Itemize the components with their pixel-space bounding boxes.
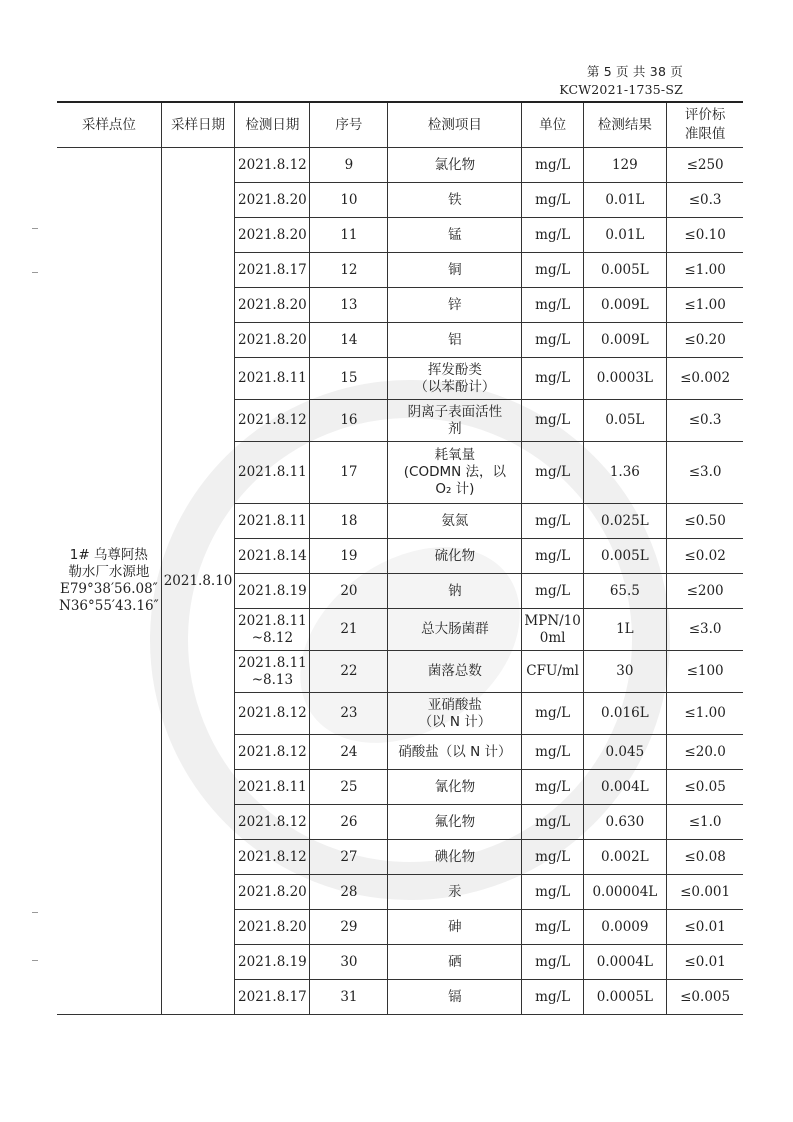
- test-date-cell: 2021.8.11: [235, 442, 310, 504]
- column-header: 评价标准限值: [666, 102, 743, 148]
- unit-cell: mg/L: [522, 910, 583, 945]
- limit-cell: ≤0.002: [666, 358, 743, 400]
- test-date-cell: 2021.8.19: [235, 945, 310, 980]
- sampling-date-cell: 2021.8.10: [161, 148, 235, 1015]
- margin-mark: [32, 960, 38, 961]
- serial-number-cell: 29: [310, 910, 388, 945]
- unit-cell: mg/L: [522, 218, 583, 253]
- test-item-cell: 硫化物: [388, 539, 522, 574]
- serial-number-cell: 24: [310, 735, 388, 770]
- sample-site-line: E79°38′56.08″: [59, 581, 158, 597]
- unit-cell: mg/L: [522, 945, 583, 980]
- limit-cell: ≤0.02: [666, 539, 743, 574]
- result-cell: 30: [583, 651, 666, 693]
- test-date-cell: 2021.8.12: [235, 693, 310, 735]
- unit-cell: mg/L: [522, 183, 583, 218]
- sample-site-line: N36°55′43.16″: [59, 598, 159, 614]
- limit-cell: ≤100: [666, 651, 743, 693]
- limit-cell: ≤1.00: [666, 253, 743, 288]
- test-item-cell: 菌落总数: [388, 651, 522, 693]
- column-header: 检测结果: [583, 102, 666, 148]
- unit-cell: mg/L: [522, 504, 583, 539]
- limit-cell: ≤0.50: [666, 504, 743, 539]
- test-item-cell: 氯化物: [388, 148, 522, 183]
- limit-cell: ≤0.20: [666, 323, 743, 358]
- limit-cell: ≤0.001: [666, 875, 743, 910]
- serial-number-cell: 30: [310, 945, 388, 980]
- serial-number-cell: 23: [310, 693, 388, 735]
- test-date-cell: 2021.8.20: [235, 183, 310, 218]
- test-item-cell: 硝酸盐（以 N 计）: [388, 735, 522, 770]
- result-cell: 0.630: [583, 805, 666, 840]
- limit-cell: ≤0.3: [666, 400, 743, 442]
- column-header: 检测项目: [388, 102, 522, 148]
- column-header: 采样日期: [161, 102, 235, 148]
- test-date-cell: 2021.8.11: [235, 770, 310, 805]
- serial-number-cell: 11: [310, 218, 388, 253]
- test-item-cell: 硒: [388, 945, 522, 980]
- sample-site-cell: [57, 148, 161, 1015]
- test-date-cell: 2021.8.20: [235, 910, 310, 945]
- test-item-cell: 锰: [388, 218, 522, 253]
- serial-number-cell: 15: [310, 358, 388, 400]
- unit-cell: mg/L: [522, 735, 583, 770]
- result-cell: 65.5: [583, 574, 666, 609]
- test-item-cell: 钠: [388, 574, 522, 609]
- unit-cell: mg/L: [522, 574, 583, 609]
- serial-number-cell: 22: [310, 651, 388, 693]
- limit-cell: ≤200: [666, 574, 743, 609]
- unit-cell: mg/L: [522, 253, 583, 288]
- test-item-cell: 锌: [388, 288, 522, 323]
- limit-cell: ≤3.0: [666, 609, 743, 651]
- results-table: [57, 101, 743, 1015]
- unit-cell: mg/L: [522, 442, 583, 504]
- serial-number-cell: 28: [310, 875, 388, 910]
- result-cell: 0.009L: [583, 323, 666, 358]
- test-item-cell: 铁: [388, 183, 522, 218]
- test-item-cell: 碘化物: [388, 840, 522, 875]
- test-item-cell: 总大肠菌群: [388, 609, 522, 651]
- unit-cell: mg/L: [522, 875, 583, 910]
- column-header: 检测日期: [235, 102, 310, 148]
- serial-number-cell: 9: [310, 148, 388, 183]
- serial-number-cell: 21: [310, 609, 388, 651]
- serial-number-cell: 26: [310, 805, 388, 840]
- test-item-cell: 氨氮: [388, 504, 522, 539]
- result-cell: 0.005L: [583, 539, 666, 574]
- column-header: 采样点位: [57, 102, 161, 148]
- serial-number-cell: 17: [310, 442, 388, 504]
- limit-cell: ≤250: [666, 148, 743, 183]
- limit-cell: ≤3.0: [666, 442, 743, 504]
- test-item-cell: 铜: [388, 253, 522, 288]
- test-date-cell: 2021.8.11: [235, 358, 310, 400]
- result-cell: 0.01L: [583, 183, 666, 218]
- test-date-cell: 2021.8.20: [235, 875, 310, 910]
- report-number: KCW2021-1735-SZ: [559, 82, 683, 97]
- test-date-cell: 2021.8.14: [235, 539, 310, 574]
- serial-number-cell: 13: [310, 288, 388, 323]
- limit-cell: ≤1.00: [666, 288, 743, 323]
- margin-mark: [32, 272, 38, 273]
- unit-cell: mg/L: [522, 148, 583, 183]
- test-item-cell: 挥发酚类 （以苯酚计）: [388, 358, 522, 400]
- result-cell: 0.01L: [583, 218, 666, 253]
- result-cell: 0.002L: [583, 840, 666, 875]
- test-item-cell: 氟化物: [388, 805, 522, 840]
- test-item-cell: 砷: [388, 910, 522, 945]
- test-date-cell: 2021.8.12: [235, 805, 310, 840]
- test-date-cell: 2021.8.11 ~8.13: [235, 651, 310, 693]
- limit-cell: ≤0.3: [666, 183, 743, 218]
- limit-cell: ≤0.005: [666, 980, 743, 1015]
- serial-number-cell: 25: [310, 770, 388, 805]
- test-date-cell: 2021.8.12: [235, 148, 310, 183]
- unit-cell: mg/L: [522, 770, 583, 805]
- serial-number-cell: 20: [310, 574, 388, 609]
- serial-number-cell: 16: [310, 400, 388, 442]
- test-item-cell: 氰化物: [388, 770, 522, 805]
- serial-number-cell: 14: [310, 323, 388, 358]
- unit-cell: mg/L: [522, 358, 583, 400]
- serial-number-cell: 27: [310, 840, 388, 875]
- table-row: [57, 148, 743, 183]
- sample-site-line: 勒水厂水源地: [68, 564, 150, 580]
- limit-cell: ≤0.01: [666, 910, 743, 945]
- limit-cell: ≤0.01: [666, 945, 743, 980]
- test-date-cell: 2021.8.20: [235, 218, 310, 253]
- result-cell: 0.009L: [583, 288, 666, 323]
- test-item-cell: 铝: [388, 323, 522, 358]
- margin-mark: [32, 912, 38, 913]
- serial-number-cell: 19: [310, 539, 388, 574]
- margin-mark: [32, 228, 38, 229]
- unit-cell: CFU/ml: [522, 651, 583, 693]
- limit-cell: ≤0.10: [666, 218, 743, 253]
- test-date-cell: 2021.8.17: [235, 980, 310, 1015]
- test-date-cell: 2021.8.12: [235, 840, 310, 875]
- table-header-row: [57, 102, 743, 148]
- page-number: 第 5 页 共 38 页: [586, 64, 683, 79]
- sample-site-line: 1# 乌尊阿热: [69, 547, 148, 563]
- test-date-cell: 2021.8.12: [235, 400, 310, 442]
- unit-cell: mg/L: [522, 840, 583, 875]
- result-cell: 0.0005L: [583, 980, 666, 1015]
- result-cell: 0.0009: [583, 910, 666, 945]
- column-header: 序号: [310, 102, 388, 148]
- column-header: 单位: [522, 102, 583, 148]
- result-cell: 129: [583, 148, 666, 183]
- limit-cell: ≤0.05: [666, 770, 743, 805]
- unit-cell: mg/L: [522, 288, 583, 323]
- serial-number-cell: 12: [310, 253, 388, 288]
- limit-cell: ≤1.00: [666, 693, 743, 735]
- test-date-cell: 2021.8.11: [235, 504, 310, 539]
- test-date-cell: 2021.8.12: [235, 735, 310, 770]
- limit-cell: ≤0.08: [666, 840, 743, 875]
- unit-cell: mg/L: [522, 693, 583, 735]
- result-cell: 0.025L: [583, 504, 666, 539]
- test-date-cell: 2021.8.17: [235, 253, 310, 288]
- test-item-cell: 亚硝酸盐 （以 N 计）: [388, 693, 522, 735]
- test-item-cell: 汞: [388, 875, 522, 910]
- result-cell: 1L: [583, 609, 666, 651]
- test-item-cell: 阴离子表面活性 剂: [388, 400, 522, 442]
- result-cell: 0.0004L: [583, 945, 666, 980]
- result-cell: 0.00004L: [583, 875, 666, 910]
- serial-number-cell: 10: [310, 183, 388, 218]
- unit-cell: MPN/10 0ml: [522, 609, 583, 651]
- unit-cell: mg/L: [522, 323, 583, 358]
- test-item-cell: 镉: [388, 980, 522, 1015]
- serial-number-cell: 31: [310, 980, 388, 1015]
- test-date-cell: 2021.8.20: [235, 288, 310, 323]
- unit-cell: mg/L: [522, 400, 583, 442]
- test-date-cell: 2021.8.11 ~8.12: [235, 609, 310, 651]
- result-cell: 0.0003L: [583, 358, 666, 400]
- result-cell: 0.016L: [583, 693, 666, 735]
- unit-cell: mg/L: [522, 805, 583, 840]
- serial-number-cell: 18: [310, 504, 388, 539]
- test-date-cell: 2021.8.20: [235, 323, 310, 358]
- test-date-cell: 2021.8.19: [235, 574, 310, 609]
- result-cell: 0.005L: [583, 253, 666, 288]
- unit-cell: mg/L: [522, 980, 583, 1015]
- result-cell: 1.36: [583, 442, 666, 504]
- limit-cell: ≤1.0: [666, 805, 743, 840]
- limit-cell: ≤20.0: [666, 735, 743, 770]
- result-cell: 0.004L: [583, 770, 666, 805]
- result-cell: 0.045: [583, 735, 666, 770]
- test-item-cell: 耗氧量 (CODMN 法，以 O₂ 计): [388, 442, 522, 504]
- unit-cell: mg/L: [522, 539, 583, 574]
- result-cell: 0.05L: [583, 400, 666, 442]
